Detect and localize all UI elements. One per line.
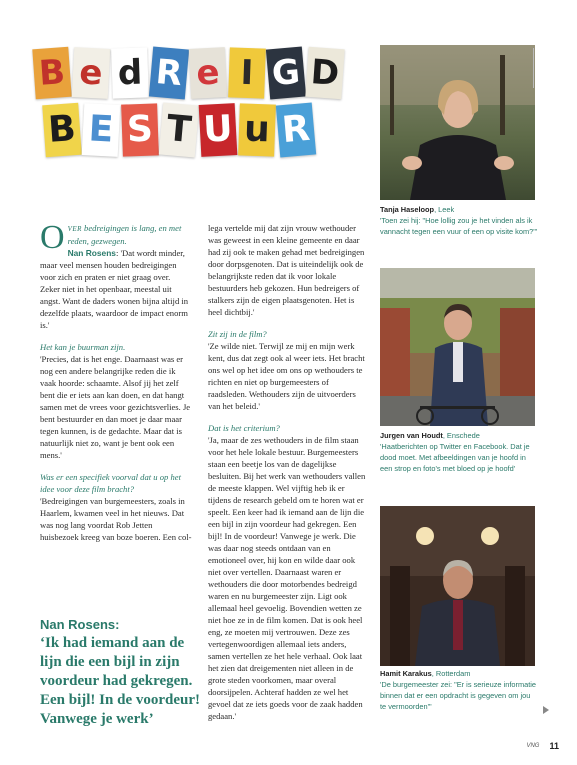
pull-quote xyxy=(40,617,200,729)
title-letter-tile: S xyxy=(121,103,159,156)
answer: lega vertelde mij dat zijn vrouw wethouder was geweest in een kleine gemeente en daar had zij ook te maken gehad met bedreigingen door dorpsgenoten. Dat is uiteindelijk ook de belangrijkste reden dat ik voor lokale bestuurders heb gekozen. Hun bedreigers of stalkers zijn de eigen plaatsgenoten. Het is heel dichtbij.' xyxy=(208,223,365,317)
question: Was er een specifiek voorval dat u op het idee voor deze film bracht? xyxy=(40,472,181,494)
caption-name: Hamit Karakus xyxy=(380,669,432,678)
page-number: 11 xyxy=(549,741,559,751)
title-letter-tile: e xyxy=(72,47,111,99)
caption-place: , Enschede xyxy=(442,431,480,440)
title-letter-tile: u xyxy=(238,103,276,156)
caption-jurgen-van-houdt xyxy=(380,430,538,474)
title-letter-tile: e xyxy=(189,47,228,99)
pull-quote-text: ‘Ik had iemand aan de lijn die een bijl in zijn voordeur had gekregen. Een bijl! In de voordeur! Vanwege je werk’ xyxy=(40,635,201,727)
title-letter-tile: B xyxy=(42,103,82,157)
answer: 'Precies, dat is het enge. Daarnaast was er nog een andere belangrijke reden die ik vaak hoorde: schaamte. Alsof jij het zelf bent die er iets aan kan doen, en dat hangt samen met de vrees voor gezichtsverlies. Je bent bestuurder en dan moet je daar maar tegen kunnen, is de gedachte. Maar dat is natuurlijk niet zo, want je bent ook een mens.' xyxy=(40,354,191,460)
photo-tanja-haseloop xyxy=(380,45,535,200)
answer: 'Bedreigingen van burgemeesters, zoals in Haarlem, kwamen veel in het nieuws. Dat was nog lang voordat Rob Jetten huisbezoek kreeg van boze boeren. Een col- xyxy=(40,496,192,542)
qa-block xyxy=(208,328,366,412)
title-row-1 xyxy=(34,48,343,98)
qa-block xyxy=(40,341,192,461)
article-column-2 xyxy=(208,222,366,732)
title-letter-tile: U xyxy=(199,103,238,157)
article-column-1 xyxy=(40,219,192,553)
caption-hamit-karakus xyxy=(380,668,538,712)
intro-question: bedreigingen is lang, en met reden, gezwegen. xyxy=(67,223,182,246)
question: Dat is het criterium? xyxy=(208,423,280,433)
footer-brand: VNG xyxy=(526,743,540,749)
qa-block xyxy=(40,471,192,543)
photo-credit-mark xyxy=(530,48,538,88)
caption-quote: 'Haatberichten op Twitter en Facebook. Dat je dood moet. Met afbeeldingen van je hoofd in een strop en foto's met bloed op je hoofd' xyxy=(380,442,530,473)
intro-speaker: Nan Rosens xyxy=(67,248,116,258)
photo-hamit-karakus xyxy=(380,506,535,666)
question: Het kan je buurman zijn. xyxy=(40,342,126,352)
caption-name: Tanja Haseloop xyxy=(380,205,435,214)
title-letter-tile: d xyxy=(111,47,149,98)
continued-answer xyxy=(208,222,366,318)
answer: 'Ze wilde niet. Terwijl ze mij en mijn werk kent, dus dat zegt ook al weer iets. Het bracht ons wel op het idee om ons op wethouders te richten en niet op burgemeesters of raadsleden. Wethouders zijn de uitvoerders van het beleid.' xyxy=(208,341,365,411)
photo-jurgen-van-houdt xyxy=(380,268,535,426)
caption-tanja-haseloop xyxy=(380,204,538,237)
continue-arrow-icon xyxy=(543,706,549,714)
title-letter-tile: E xyxy=(82,103,121,157)
drop-cap: O xyxy=(40,219,65,256)
title-letter-tile: I xyxy=(228,47,266,98)
question: Zit zij in de film? xyxy=(208,329,267,339)
intro-small-caps: VER xyxy=(67,225,82,233)
intro-answer: : 'Dat wordt minder, maar veel mensen houden bedreigingen voor zich en praten er niet graag over. Zeker niet in het openbaar, meestal uit angst. Want de daders wonen bijna altijd in dezelfde plaats, waardoor de impact enorm is.' xyxy=(40,248,189,330)
caption-quote: 'Toen zei hij: "Hoe lollig zou je het vinden als ik vannacht tegen een vuur of een op visite kom?"' xyxy=(380,216,538,236)
caption-place: , Leek xyxy=(434,205,455,214)
pull-quote-speaker: Nan Rosens: xyxy=(40,617,120,632)
title-letter-tile: T xyxy=(159,103,199,158)
caption-name: Jurgen van Houdt xyxy=(380,431,443,440)
caption-quote: 'De burgemeester zei: "Er is serieuze informatie binnen dat er een opdracht is gegeven om jou te vermoorden"' xyxy=(380,680,537,711)
title-letter-tile: R xyxy=(149,47,189,100)
title-letter-tile: R xyxy=(276,103,316,158)
title-letter-tile: G xyxy=(266,47,306,100)
title-row-2 xyxy=(44,104,314,156)
intro-paragraph xyxy=(40,219,192,331)
answer: 'Ja, maar de zes wethouders in de film staan voor het hele lokale bestuur. Burgemeesters staan een beetje los van de dagelijkse besluiten. Bij het werk van wethouders vallen de meeste klappen. Wel vijftig heb ik er tijdens de research gebeld om te horen wat er speelt. Een keer had ik iemand aan de lijn die een bijl in zijn voordeur had gekregen. Een bijl! In de voordeur! Vanwege je werk. Die was daar nog steeds ontdaan van en emotioneel over, hij kon en wilde daar ook niet over vertellen. Daarnaast waren er wethouders die door motorbendes bedreigd waren en nu burgemeester zijn. Ligt ook allemaal heel gevoelig. Bovendien wetten ze niet hoe ze in de film komen. Dat is ook heel eng, ze moeten mij vertrouwen. Deze zes vertegenwoordigen allemaal iets anders, samen vertellen ze het hele verhaal. Ook laat het zien dat dreigementen niet alleen in de grote steden voorkomen, maar overal doorsijpelen. Achteraf hadden ze wel het gevoel dat ze iets goeds voor de zaak hadden gedaan.' xyxy=(208,435,366,721)
page-footer xyxy=(526,741,559,751)
title-letter-tile: D xyxy=(305,47,344,99)
caption-place: , Rotterdam xyxy=(431,669,471,678)
qa-block xyxy=(208,422,366,722)
title-letter-tile: B xyxy=(32,47,71,99)
